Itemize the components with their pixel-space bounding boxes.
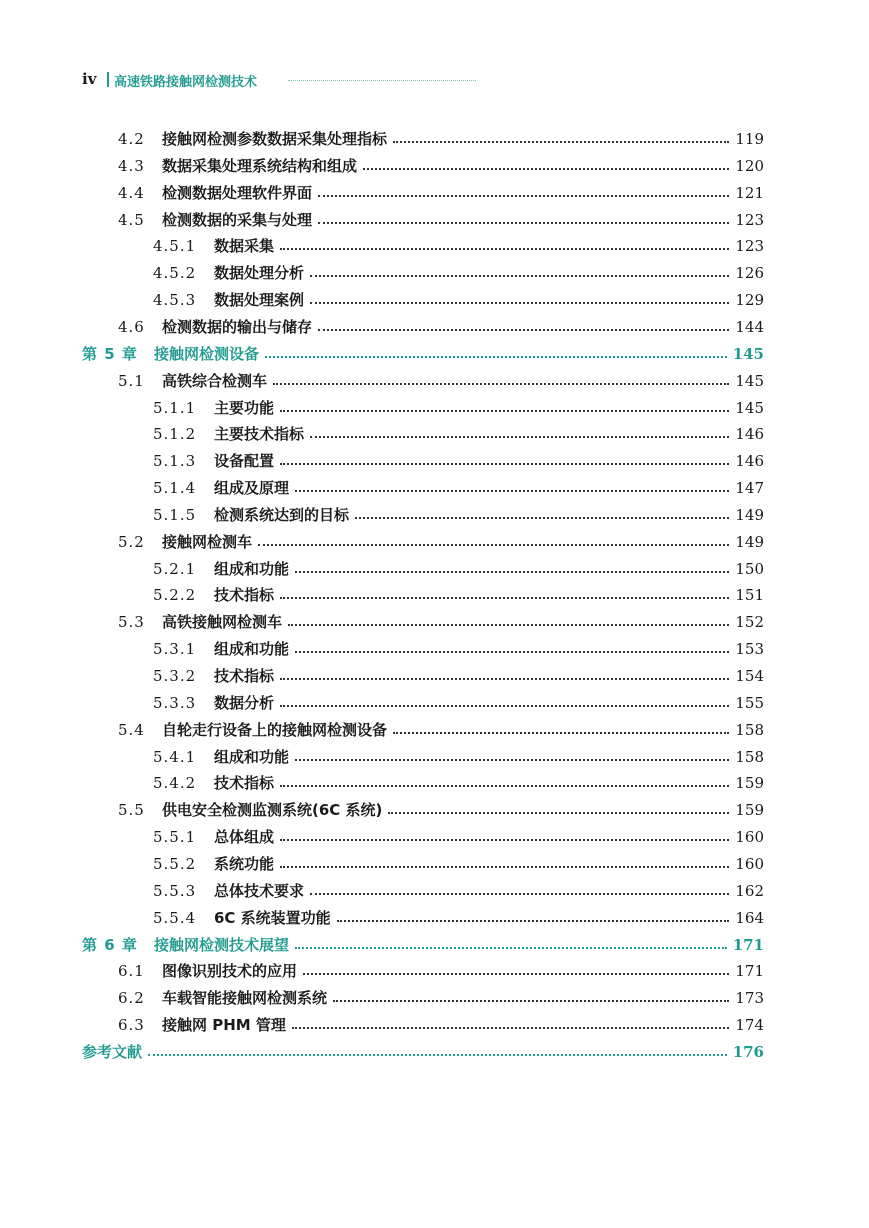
toc-entry[interactable] — [153, 397, 764, 419]
toc-entry-number: 4.5.3 — [153, 291, 197, 310]
toc-entry-page: 149 — [735, 532, 764, 551]
toc-entry[interactable] — [153, 772, 764, 794]
toc-entry-title: 数据分析 — [214, 693, 275, 712]
toc-entry-title: 总体技术要求 — [214, 881, 305, 900]
toc-entry-page: 151 — [735, 586, 764, 605]
toc-entry-number: 5.3.3 — [153, 693, 197, 712]
toc-leader-dots — [280, 785, 729, 787]
toc-entry-page: 123 — [735, 237, 764, 256]
toc-leader-dots — [295, 651, 729, 653]
header-rule — [288, 80, 476, 81]
toc-entry-number: 4.5 — [118, 210, 145, 229]
toc-entry[interactable] — [153, 880, 764, 902]
toc-leader-dots — [295, 759, 729, 761]
toc-entry-title: 设备配置 — [214, 452, 275, 471]
toc-leader-dots — [280, 597, 729, 599]
toc-leader-dots — [388, 812, 729, 814]
toc-entry-title: 接触网检测参数数据采集处理指标 — [162, 130, 388, 148]
toc-entry-page: 145 — [732, 344, 764, 363]
toc-entry-page: 160 — [735, 828, 764, 847]
toc-entry[interactable] — [153, 853, 764, 875]
toc-entry-title: 参考文献 — [82, 1042, 143, 1061]
toc-entry-title: 检测数据的采集与处理 — [162, 210, 313, 229]
toc-entry-number: 5.5 — [118, 801, 145, 820]
toc-entry-title: 组成及原理 — [214, 479, 290, 498]
toc-entry-title: 检测系统达到的目标 — [214, 505, 350, 524]
toc-entry-number: 4.4 — [118, 183, 145, 202]
toc-entry-page: 162 — [735, 881, 764, 900]
toc-entry-title: 6C 系统装置功能 — [214, 908, 331, 927]
toc-entry-page: 129 — [735, 291, 764, 310]
toc-entry-page: 173 — [735, 989, 764, 1008]
toc-entry-number: 5.1.2 — [153, 425, 197, 444]
running-header — [82, 70, 402, 90]
toc-entry-number: 5.5.1 — [153, 828, 197, 847]
toc-leader-dots — [148, 1054, 727, 1056]
toc-entry-number: 5.5.4 — [153, 908, 197, 927]
toc-entry[interactable] — [118, 1014, 764, 1036]
toc-entry-title: 主要功能 — [214, 398, 275, 417]
toc-entry[interactable] — [82, 1041, 764, 1063]
toc-entry-page: 150 — [735, 559, 764, 578]
toc-entry-page: 171 — [735, 962, 764, 981]
toc-leader-dots — [280, 410, 729, 412]
toc-entry-title: 主要技术指标 — [214, 425, 305, 444]
toc-entry[interactable] — [153, 826, 764, 848]
toc-leader-dots — [280, 248, 729, 250]
toc-entry-title: 图像识别技术的应用 — [162, 962, 298, 981]
toc-leader-dots — [310, 302, 729, 304]
toc-entry[interactable] — [153, 907, 764, 929]
toc-entry-page: 159 — [735, 801, 764, 820]
toc-entry[interactable] — [118, 182, 764, 204]
toc-entry-number: 4.5.1 — [153, 237, 197, 256]
toc-entry[interactable] — [153, 692, 764, 714]
toc-entry-page: 144 — [735, 317, 764, 336]
toc-entry-title: 车载智能接触网检测系统 — [162, 989, 328, 1008]
toc-leader-dots — [295, 947, 727, 949]
toc-entry-page: 126 — [735, 264, 764, 283]
toc-entry-number: 5.3.2 — [153, 667, 197, 685]
toc-entry-number: 5.5.2 — [153, 854, 197, 873]
toc-entry-title: 接触网检测设备 — [154, 344, 260, 363]
toc-entry-number: 5.5.3 — [153, 881, 197, 900]
toc-leader-dots — [295, 490, 729, 492]
toc-entry[interactable] — [153, 477, 764, 499]
toc-entry-page: 145 — [735, 371, 764, 390]
toc-leader-dots — [280, 866, 729, 868]
page-number: iv — [82, 70, 97, 88]
toc-entry-page: 153 — [735, 640, 764, 659]
toc-entry[interactable] — [118, 611, 764, 633]
toc-entry[interactable] — [118, 155, 764, 177]
toc-entry-page: 149 — [735, 505, 764, 524]
toc-entry-title: 组成和功能 — [214, 640, 290, 659]
toc-entry-title: 数据处理分析 — [214, 264, 305, 283]
toc-entry-title: 接触网检测技术展望 — [154, 935, 290, 954]
toc-entry[interactable] — [153, 262, 764, 284]
toc-entry[interactable] — [153, 504, 764, 526]
toc-entry-page: 120 — [735, 156, 764, 175]
toc-entry-title: 技术指标 — [214, 774, 275, 793]
toc-entry-page: 146 — [735, 425, 764, 444]
toc-entry-page: 146 — [735, 452, 764, 471]
toc-entry-title: 接触网 PHM 管理 — [162, 1016, 286, 1035]
header-divider — [107, 72, 109, 87]
toc-entry-title: 供电安全检测监测系统(6C 系统) — [162, 801, 383, 820]
toc-entry-page: 160 — [735, 854, 764, 873]
toc-leader-dots — [310, 275, 729, 277]
toc-entry-title: 数据采集处理系统结构和组成 — [162, 156, 358, 175]
toc-leader-dots — [265, 356, 727, 358]
toc-entry-title: 数据处理案例 — [214, 291, 305, 310]
toc-entry-page: 145 — [735, 398, 764, 417]
toc-entry[interactable] — [153, 665, 764, 687]
toc-entry[interactable] — [118, 719, 764, 741]
toc-leader-dots — [280, 839, 729, 841]
toc-entry-title: 组成和功能 — [214, 559, 290, 578]
toc-entry-title: 接触网检测车 — [162, 532, 253, 551]
toc-entry-page: 164 — [735, 908, 764, 927]
toc-entry-number: 5.4.1 — [153, 747, 197, 766]
toc-entry[interactable] — [118, 799, 764, 821]
toc-entry-title: 高铁综合检测车 — [162, 371, 268, 390]
toc-entry-page: 154 — [735, 667, 764, 685]
toc-entry[interactable] — [118, 531, 764, 553]
toc-leader-dots — [393, 141, 729, 143]
toc-entry-page: 119 — [735, 130, 764, 148]
toc-entry-page: 176 — [732, 1042, 764, 1061]
toc-leader-dots — [355, 517, 729, 519]
toc-entry-title: 自轮走行设备上的接触网检测设备 — [162, 720, 388, 739]
toc-entry[interactable] — [118, 987, 764, 1009]
toc-entry-number: 6.1 — [118, 962, 145, 981]
toc-entry-title: 技术指标 — [214, 667, 275, 685]
toc-entry[interactable] — [153, 638, 764, 660]
toc-entry-number: 5.3.1 — [153, 640, 197, 659]
toc-leader-dots — [310, 893, 729, 895]
toc-leader-dots — [318, 222, 729, 224]
toc-entry-page: 155 — [735, 693, 764, 712]
toc-entry[interactable] — [153, 235, 764, 257]
toc-entry[interactable] — [118, 960, 764, 982]
toc-leader-dots — [295, 571, 729, 573]
toc-entry[interactable] — [153, 423, 764, 445]
toc-entry-page: 121 — [735, 183, 764, 202]
toc-leader-dots — [318, 195, 729, 197]
toc-entry-page: 174 — [735, 1016, 764, 1035]
toc-entry-number: 4.3 — [118, 156, 145, 175]
toc-entry-number: 5.2.1 — [153, 559, 197, 578]
toc-entry-page: 158 — [735, 720, 764, 739]
toc-entry-page: 158 — [735, 747, 764, 766]
toc-entry-title: 检测数据处理软件界面 — [162, 183, 313, 202]
toc-leader-dots — [333, 1000, 729, 1002]
toc-leader-dots — [363, 168, 729, 170]
toc-entry-number: 4.2 — [118, 130, 145, 148]
toc-leader-dots — [292, 1027, 729, 1029]
toc-entry-page: 123 — [735, 210, 764, 229]
toc-entry[interactable] — [153, 450, 764, 472]
toc-leader-dots — [393, 732, 729, 734]
toc-entry-title: 技术指标 — [214, 586, 275, 605]
toc-leader-dots — [280, 705, 729, 707]
toc-entry-title: 组成和功能 — [214, 747, 290, 766]
toc-leader-dots — [280, 463, 729, 465]
toc-entry-title: 高铁接触网检测车 — [162, 613, 283, 632]
toc-entry-number: 5.1.5 — [153, 505, 197, 524]
toc-leader-dots — [318, 329, 729, 331]
toc-entry-number: 5.3 — [118, 613, 145, 632]
toc-entry[interactable] — [118, 128, 764, 150]
toc-entry[interactable] — [118, 316, 764, 338]
toc-leader-dots — [310, 436, 729, 438]
toc-entry-number: 4.6 — [118, 317, 145, 336]
book-title: 高速铁路接触网检测技术 — [114, 75, 258, 90]
toc-entry-title: 数据采集 — [214, 237, 275, 256]
toc-entry[interactable] — [82, 343, 764, 365]
toc-entry-title: 系统功能 — [214, 854, 275, 873]
toc-entry-number: 5.4.2 — [153, 774, 197, 793]
toc-entry-page: 152 — [735, 613, 764, 632]
toc-entry-number: 5.2 — [118, 532, 145, 551]
toc-leader-dots — [258, 544, 729, 546]
toc-entry-number: 5.1 — [118, 371, 145, 390]
toc-entry[interactable] — [153, 584, 764, 606]
toc-entry-number: 第 5 章 — [82, 344, 138, 363]
toc-entry[interactable] — [153, 746, 764, 768]
toc-entry-number: 5.1.4 — [153, 479, 197, 498]
toc-entry[interactable] — [153, 558, 764, 580]
toc-leader-dots — [288, 624, 729, 626]
toc-entry-number: 6.3 — [118, 1016, 145, 1035]
toc-leader-dots — [337, 920, 730, 922]
toc-entry[interactable] — [153, 289, 764, 311]
toc-leader-dots — [273, 383, 729, 385]
toc-entry-number: 5.1.3 — [153, 452, 197, 471]
toc-entry-number: 5.4 — [118, 720, 145, 739]
toc-leader-dots — [280, 678, 729, 680]
toc-entry[interactable] — [118, 370, 764, 392]
toc-entry[interactable] — [118, 209, 764, 231]
toc-entry-page: 147 — [735, 479, 764, 498]
toc-entry-number: 5.1.1 — [153, 398, 197, 417]
toc-entry-number: 5.2.2 — [153, 586, 197, 605]
toc-entry-page: 159 — [735, 774, 764, 793]
toc-entry[interactable] — [82, 934, 764, 956]
toc-entry-title: 检测数据的输出与储存 — [162, 317, 313, 336]
toc-entry-number: 4.5.2 — [153, 264, 197, 283]
toc-entry-number: 第 6 章 — [82, 935, 138, 954]
toc-entry-number: 6.2 — [118, 989, 145, 1008]
toc-entry-title: 总体组成 — [214, 828, 275, 847]
toc-leader-dots — [303, 973, 729, 975]
toc-entry-page: 171 — [732, 935, 764, 954]
